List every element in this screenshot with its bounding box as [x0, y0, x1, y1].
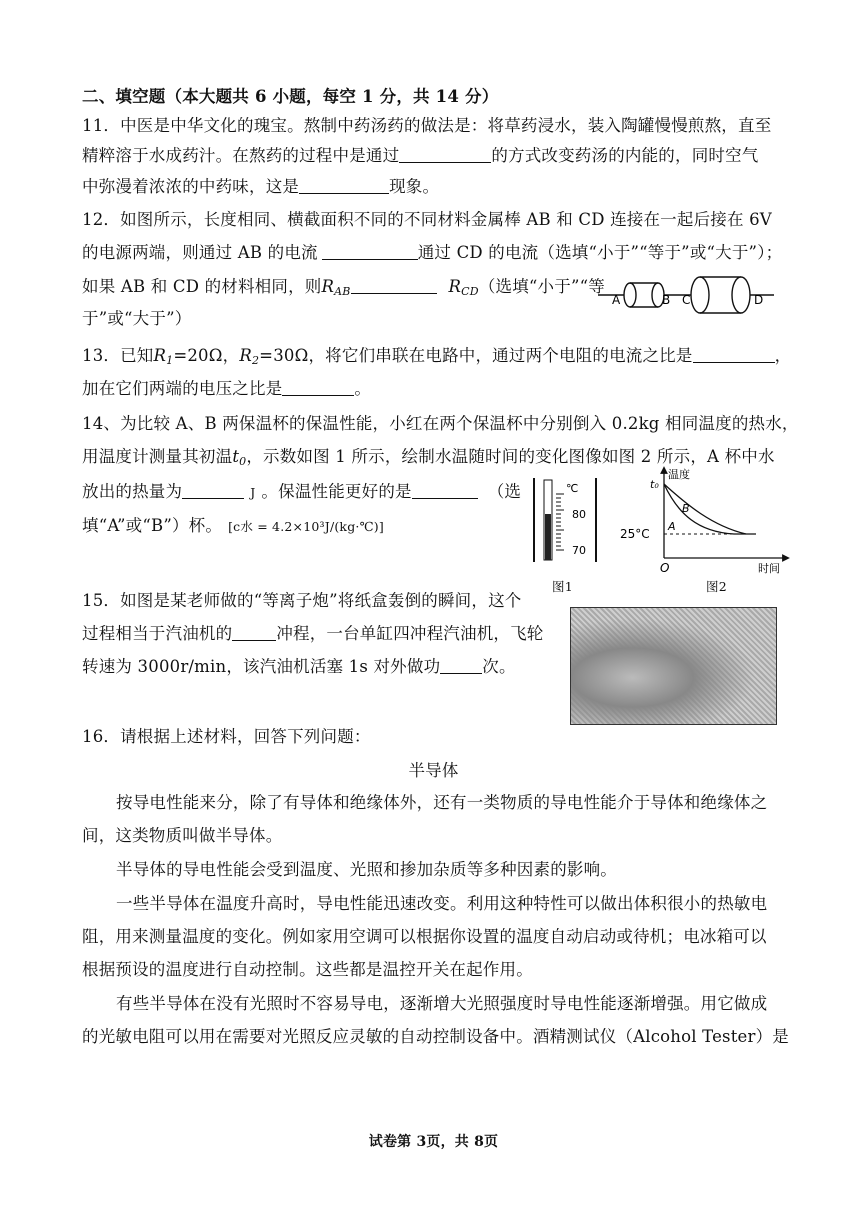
q15-line3	[82, 656, 516, 678]
q14-line1: 14、为比较 A、B 两保温杯的保温性能，小红在两个保温杯中分别倒入 0.2kg 相同温度的热水，	[82, 414, 799, 433]
q15-text: 次。	[482, 657, 516, 676]
r-cd-subscript: CD	[461, 285, 479, 298]
t0-subscript: 0	[239, 455, 247, 468]
r2-subscript: 2	[251, 354, 260, 367]
label-b: B	[662, 293, 671, 307]
q14-text: 放出的热量为	[82, 482, 183, 501]
thermometer-figure	[530, 474, 604, 564]
q13-text: =30Ω，将它们串联在电路中，通过两个电阻的电流之比是	[259, 346, 693, 365]
q14-blank-1[interactable]	[182, 482, 244, 499]
q11-line2	[82, 145, 759, 167]
rod-diagram	[596, 268, 776, 314]
label-a: A	[612, 293, 621, 307]
q15-blank-1[interactable]	[232, 624, 276, 641]
q13-blank-2[interactable]	[282, 379, 354, 396]
curve-b-label: B	[682, 502, 690, 515]
r2-symbol: R	[239, 346, 252, 365]
q14-text: 用温度计测量其初温	[82, 447, 233, 466]
q12-text: （选填“小于”“等	[478, 277, 605, 296]
q11-text: 中弥漫着浓浓的中药味，这是	[82, 177, 300, 196]
curve-a-label: A	[668, 520, 676, 533]
q13-text: 加在它们两端的电压之比是	[82, 379, 283, 398]
fig1-caption: 图1	[552, 579, 573, 594]
q15-text: 过程相当于汽油机的	[82, 624, 233, 643]
q12-line2	[82, 242, 782, 264]
q12-text: 如果 AB 和 CD 的材料相同，则	[82, 277, 322, 296]
plasma-cannon-photo	[570, 607, 777, 725]
q11-text: 精粹溶于水成药汁。在熬药的过程中是通过	[82, 146, 400, 165]
t0-symbol: t	[232, 447, 240, 466]
q11-blank-2[interactable]	[299, 177, 389, 194]
q15-blank-2[interactable]	[440, 657, 482, 674]
q14-text: 填“A”或“B”）杯。	[82, 516, 223, 535]
fig2-caption: 图2	[706, 579, 727, 594]
passage-p4-line1: 有些半导体在没有光照时不容易导电，逐渐增大光照强度时导电性能逐渐增强。用它做成	[116, 994, 768, 1013]
thermometer-unit: ℃	[566, 482, 579, 495]
tick-70: 70	[572, 544, 586, 557]
q14-text: ，示数如图 1 所示，绘制水温随时间的变化图像如图 2 所示，A 杯中水	[246, 447, 775, 466]
q12-line4: 于”或“大于”）	[82, 309, 192, 328]
q13-line2	[82, 378, 371, 400]
q14-line4	[82, 515, 384, 538]
passage-p4-line2: 的光敏电阻可以用在需要对光照反应灵敏的自动控制设备中。酒精测试仪（Alcohol Tester）是	[82, 1027, 789, 1046]
q12-text: 通过 CD 的电流（选填“小于”“等于”或“大于”）；	[417, 243, 783, 262]
q13-line1	[82, 345, 791, 372]
temperature-graph	[616, 464, 792, 576]
q15-text: 转速为 3000r/min，该汽油机活塞 1s 对外做功	[82, 657, 441, 676]
q14-line3	[82, 481, 521, 504]
q11-line3	[82, 176, 439, 198]
graph-ylabel: 温度	[668, 468, 690, 481]
q12-line1: 12．如图所示，长度相同、横截面积不同的不同材料金属棒 AB 和 CD 连接在一起后接在 6V	[82, 210, 772, 229]
passage-p1-line1: 按导电性能来分，除了有导体和绝缘体外，还有一类物质的导电性能介于导体和绝缘体之	[116, 793, 768, 812]
q13-text: 13．已知	[82, 346, 154, 365]
q14-blank-2[interactable]	[412, 482, 478, 499]
q15-line1: 15．如图是某老师做的“等离子炮”将纸盒轰倒的瞬间，这个	[82, 591, 522, 610]
q11-line1: 11．中医是中华文化的瑰宝。熬制中药汤药的做法是：将草药浸水，装入陶罐慢慢煎熬，直至	[82, 116, 772, 135]
passage-p3-line2: 阻，用来测量温度的变化。例如家用空调可以根据你设置的温度自动启动或待机；电冰箱可以	[82, 927, 767, 946]
r1-subscript: 1	[166, 354, 174, 367]
graph-origin: O	[660, 561, 670, 575]
joule-unit: J	[250, 485, 256, 500]
q13-text: ，	[774, 346, 792, 365]
q13-blank-1[interactable]	[693, 346, 775, 363]
q11-text: 现象。	[389, 177, 440, 196]
q14-text: 。保温性能更好的是	[261, 482, 412, 501]
q11-blank-1[interactable]	[399, 146, 491, 163]
q12-blank-1[interactable]	[322, 243, 418, 260]
passage-p3-line3: 根据预设的温度进行自动控制。这些都是温控开关在起作用。	[82, 960, 533, 979]
r-ab-symbol: R	[321, 277, 335, 296]
q14-text: （选	[487, 482, 522, 501]
q15-text: 冲程，一台单缸四冲程汽油机，飞轮	[276, 624, 544, 643]
section-title: 二、填空题（本大题共 6 小题，每空 1 分，共 14 分）	[82, 87, 499, 106]
q12-text: 的电源两端，则通过 AB 的电流	[82, 243, 318, 262]
q12-blank-2[interactable]	[351, 277, 437, 294]
passage-p1-line2: 间，这类物质叫做半导体。	[82, 826, 283, 845]
q13-text: 。	[354, 379, 372, 398]
passage-p2: 半导体的导电性能会受到温度、光照和掺加杂质等多种因素的影响。	[116, 860, 617, 879]
label-d: D	[754, 293, 764, 307]
q16-intro: 16．请根据上述材料，回答下列问题：	[82, 727, 371, 746]
q11-text: 的方式改变药汤的内能的，同时空气	[491, 146, 759, 165]
r-cd-symbol: R	[448, 277, 462, 296]
passage-p3-line1: 一些半导体在温度升高时，导电性能迅速改变。利用这种特性可以做出体积很小的热敏电	[116, 894, 768, 913]
label-c: C	[682, 293, 691, 307]
specific-heat-formula: [c水 = 4.2×10³J/(kg·℃)]	[228, 519, 384, 534]
graph-25c: 25°C	[620, 527, 650, 541]
page-footer: 试卷第 3页，共 8页	[368, 1134, 499, 1150]
q13-text: =20Ω，	[173, 346, 240, 365]
q12-line3	[82, 276, 605, 303]
r1-symbol: R	[153, 346, 167, 365]
graph-t0: t₀	[650, 478, 659, 491]
tick-80: 80	[572, 508, 586, 521]
passage-title: 半导体	[408, 761, 459, 780]
r-ab-subscript: AB	[334, 285, 351, 298]
q15-line2	[82, 623, 544, 645]
graph-xlabel: 时间	[758, 562, 780, 575]
